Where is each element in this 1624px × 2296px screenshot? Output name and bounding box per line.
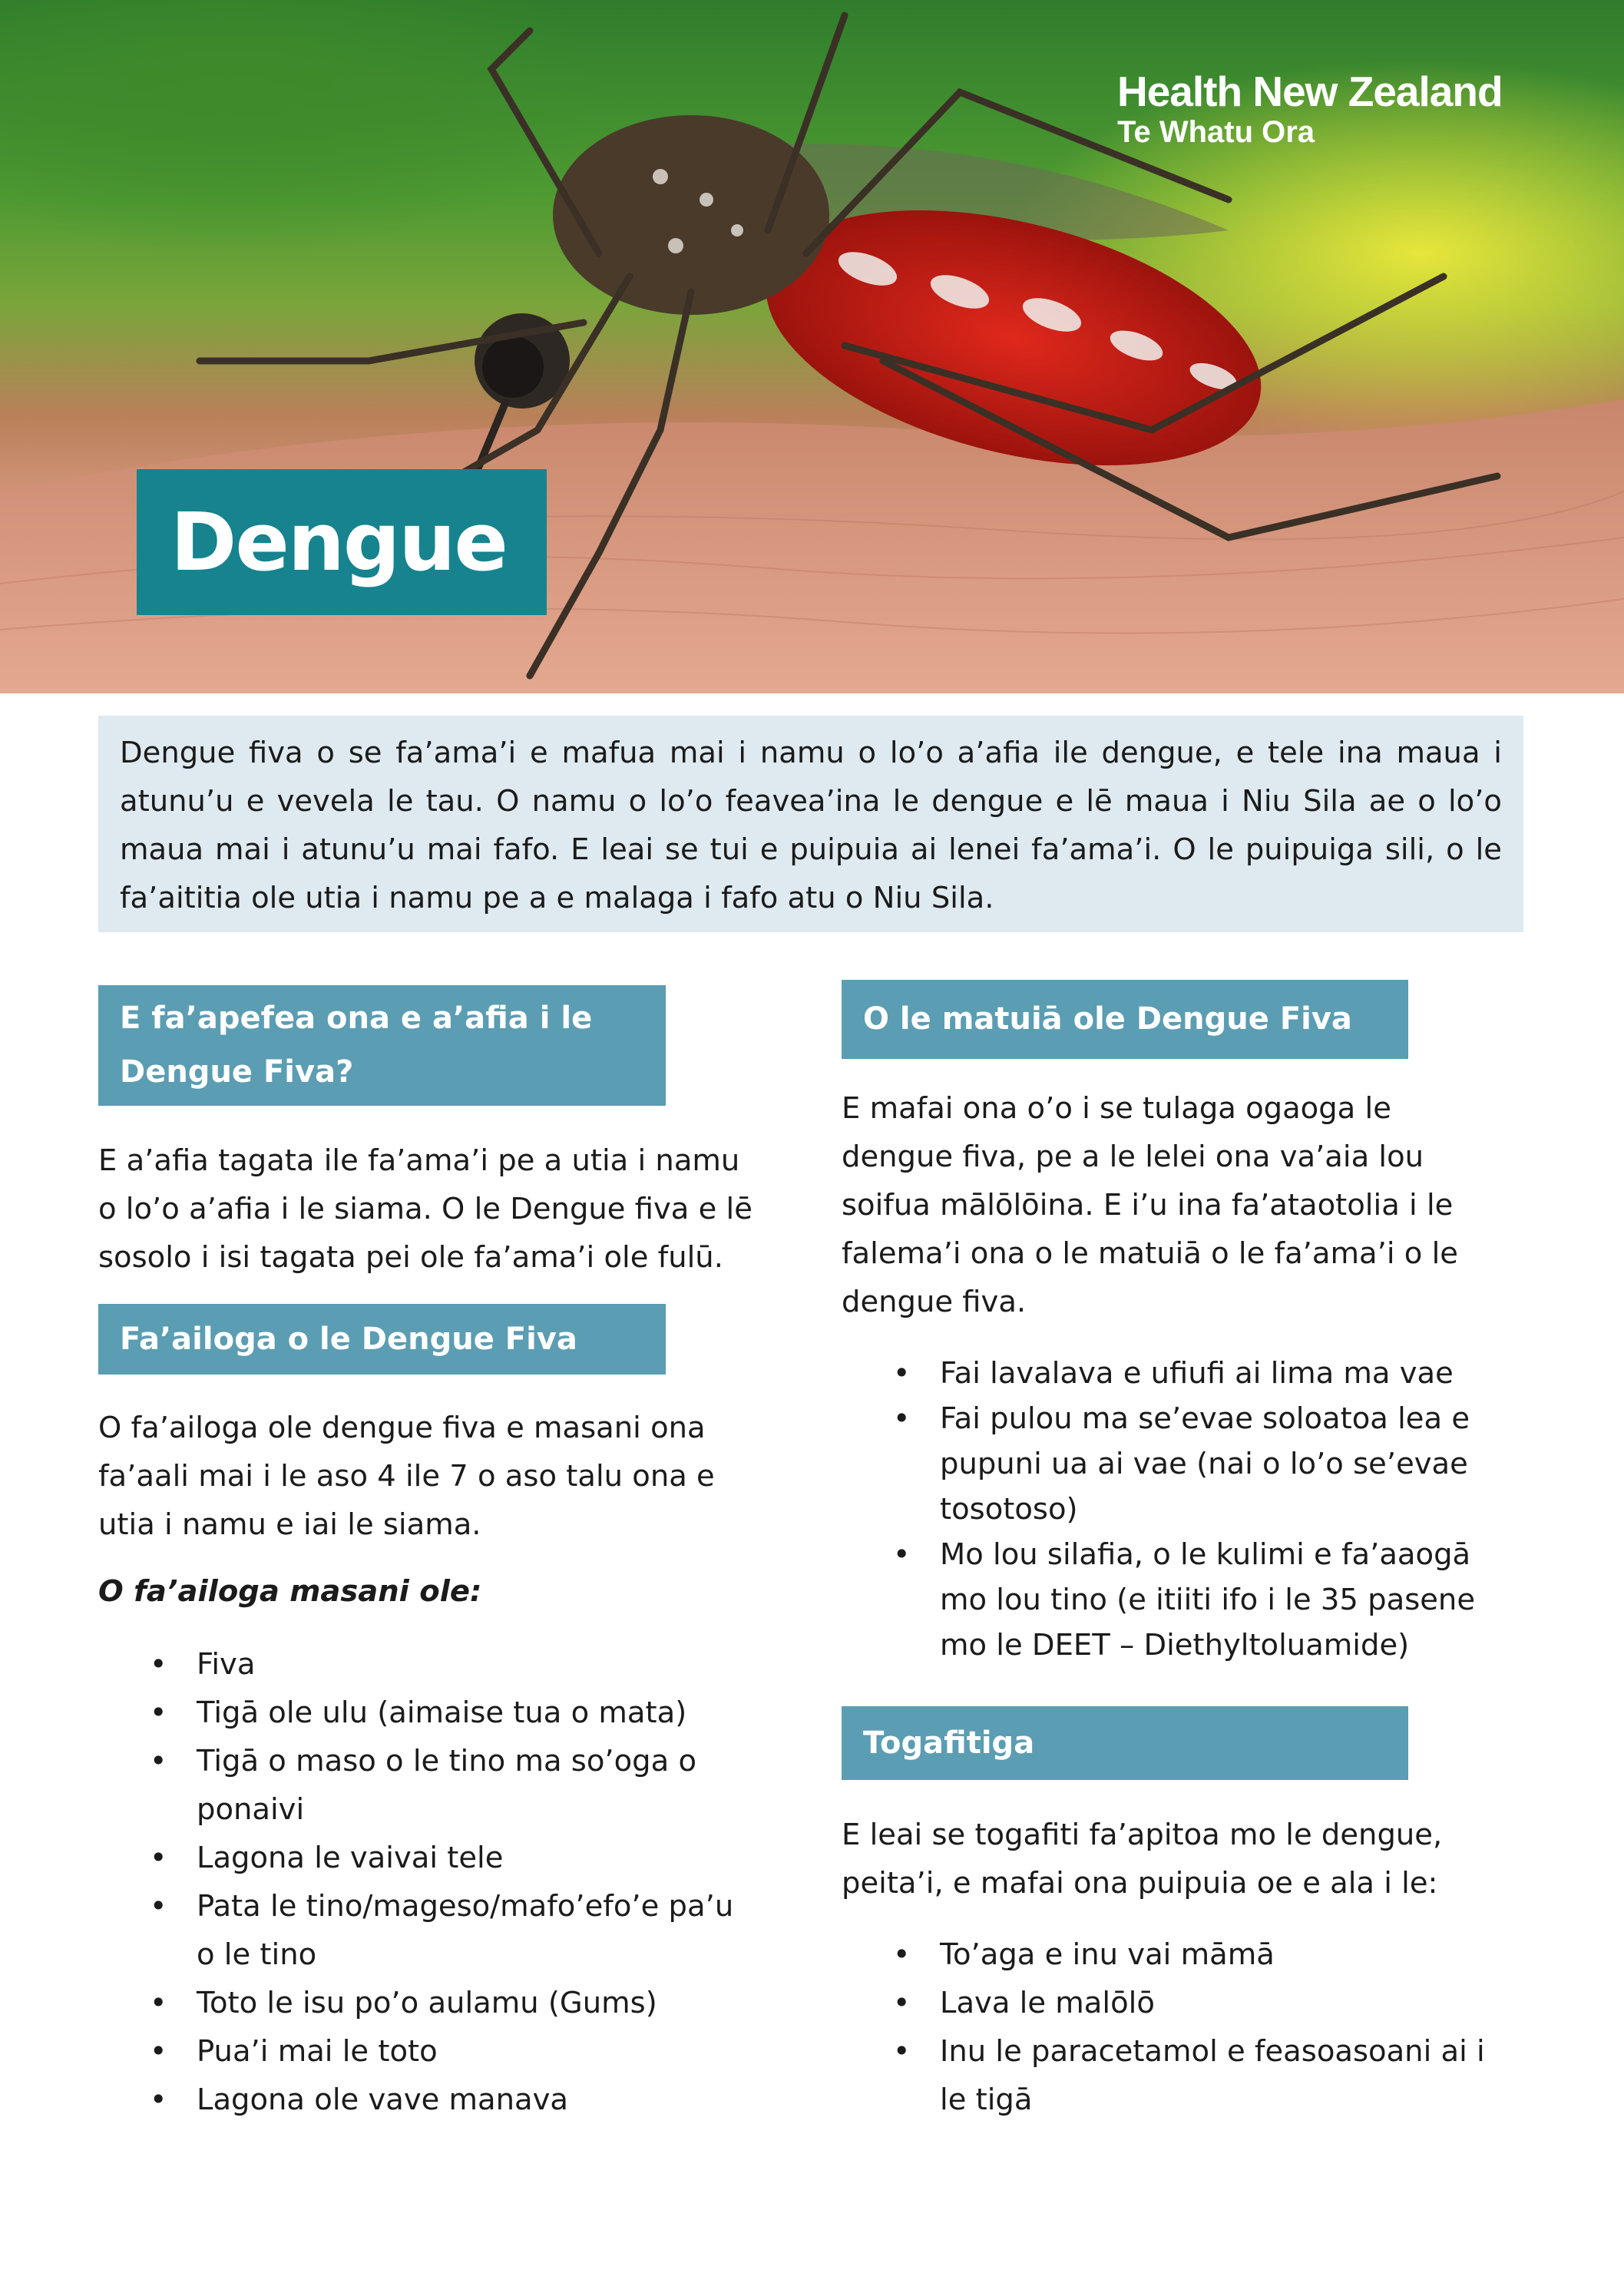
- bullet-icon: •: [150, 2083, 167, 2116]
- bullet-icon: •: [893, 1937, 911, 1971]
- hero-banner: [0, 0, 1624, 693]
- bullet-icon: •: [150, 1647, 167, 1681]
- title-banner: [137, 469, 547, 615]
- list-item: • Fai lavalava e ufiufi ai lima ma vae: [842, 1351, 1517, 1396]
- bullet-icon: •: [893, 1401, 911, 1435]
- intro-text: Dengue fiva o se fa’ama’i e mafua mai i namu o lo’o a’afia ile dengue, e tele ina maua i atunu’u e vevela le tau. O namu o lo’o feavea’ina le dengue e lē maua i Niu Sila ae o lo’o maua mai i atunu’u mai fafo. E leai se tui e puipuia ai lenei fa’ama’i. O le puipuiga sili, o le fa’aititia ole utia i namu pe a e malaga i fafo atu o Niu Sila.: [120, 736, 1502, 915]
- treatment-list: [842, 1930, 1517, 2124]
- brand-subname: Te Whatu Ora: [1117, 115, 1315, 149]
- bullet-icon: •: [893, 1356, 911, 1390]
- heading-treatment: Togafitiga: [842, 1706, 1408, 1780]
- list-item: • Mo lou silafia, o le kulimi e fa’aaogā mo lou tino (e itiiti ifo i le 35 pasene mo le DEET – Diethyltoluamide): [842, 1532, 1517, 1668]
- heading-symptoms: Fa’ailoga o le Dengue Fiva: [98, 1304, 666, 1375]
- bullet-icon: •: [150, 1986, 167, 2020]
- symptoms-text: O fa’ailoga ole dengue fiva e masani ona fa’aali mai i le aso 4 ile 7 o aso talu ona e utia i namu e iai le siama.: [98, 1411, 715, 1542]
- list-item: • To’aga e inu vai māmā: [842, 1930, 1517, 1979]
- severity-text: E mafai ona o’o i se tulaga ogaoga le dengue fiva, pe a le lelei ona va’aia lou soifua mālōlōina. E i’u ina fa’ataotolia i le falema’i ona o le matuiā o le fa’ama’i o le dengue fiva.: [842, 1091, 1458, 1319]
- list-item: • Tigā o maso o le tino ma so’oga o ponaivi: [98, 1737, 759, 1834]
- list-item: • Toto le isu po’o aulamu (Gums): [98, 1979, 759, 2027]
- heading-severity: O le matuiā ole Dengue Fiva: [842, 980, 1408, 1059]
- prevention-list: [842, 1351, 1517, 1668]
- bullet-icon: •: [893, 1537, 911, 1571]
- treatment-text: E leai se togafiti fa’apitoa mo le dengue, peita’i, e mafai ona puipuia oe e ala i le:: [842, 1818, 1443, 1901]
- list-item: • Fiva: [98, 1640, 759, 1689]
- list-item: • Lagona ole vave manava: [98, 2076, 759, 2124]
- list-item: • Lagona le vaivai tele: [98, 1834, 759, 1882]
- bullet-icon: •: [893, 2034, 911, 2068]
- bullet-icon: •: [150, 1841, 167, 1874]
- bullet-icon: •: [150, 1696, 167, 1729]
- bullet-icon: •: [150, 1889, 167, 1923]
- brand-name: Health New Zealand: [1117, 68, 1503, 115]
- list-item: • Pua’i mai le toto: [98, 2027, 759, 2076]
- list-item: • Inu le paracetamol e feasoasoani ai i le tigā: [842, 2027, 1517, 2124]
- brand-logo: [1117, 68, 1503, 149]
- heading-transmission: E fa’apefea ona e a’afia i le Dengue Fiva?: [98, 985, 666, 1106]
- list-item: • Lava le malōlō: [842, 1979, 1517, 2027]
- list-item: • Fai pulou ma se’evae soloatoa lea e pupuni ua ai vae (nai o lo’o se’evae tosotoso): [842, 1396, 1517, 1532]
- page-title: Dengue: [170, 495, 507, 589]
- bullet-icon: •: [150, 1744, 167, 1778]
- transmission-text: E a’afia tagata ile fa’ama’i pe a utia i namu o lo’o a’afia i le siama. O le Dengue fiva e lē sosolo i isi tagata pei ole fa’ama’i ole fulū.: [98, 1143, 752, 1275]
- intro-box: [98, 716, 1523, 932]
- bullet-icon: •: [150, 2034, 167, 2068]
- symptoms-subheading: O fa’ailoga masani ole:: [98, 1574, 482, 1609]
- bullet-icon: •: [893, 1986, 911, 2020]
- list-item: • Pata le tino/mageso/mafo’efo’e pa’u o le tino: [98, 1882, 759, 1979]
- symptoms-list: [98, 1640, 759, 2124]
- list-item: • Tigā ole ulu (aimaise tua o mata): [98, 1689, 759, 1737]
